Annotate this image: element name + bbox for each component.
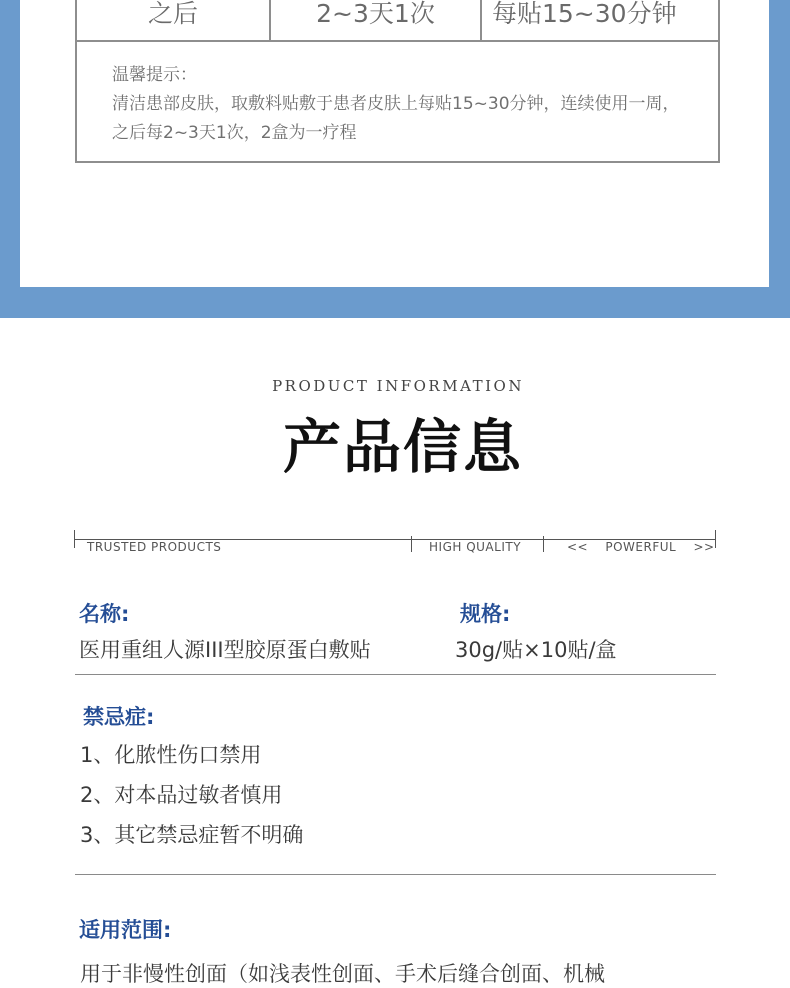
ruler-tick bbox=[411, 536, 412, 552]
divider bbox=[75, 674, 716, 675]
usage-cell-frequency: 2~3天1次 bbox=[271, 0, 482, 40]
scope-text: 用于非慢性创面（如浅表性创面、手术后缝合创面、机械 bbox=[80, 962, 605, 986]
scope-label: 适用范围: bbox=[79, 918, 172, 942]
ruler-tick bbox=[543, 536, 544, 552]
contraindication-item: 2、对本品过敏者慎用 bbox=[80, 783, 283, 807]
spec-value: 30g/贴×10贴/盒 bbox=[455, 638, 617, 662]
usage-table bbox=[75, 0, 720, 163]
ruler-tick bbox=[74, 530, 75, 548]
usage-card bbox=[20, 0, 769, 287]
name-label: 名称: bbox=[79, 602, 130, 626]
usage-row bbox=[77, 0, 718, 42]
tip-title: 温馨提示： bbox=[112, 65, 197, 85]
usage-cell-period: 之后 bbox=[77, 0, 271, 40]
spec-label: 规格: bbox=[460, 602, 511, 626]
ruler-tick bbox=[715, 530, 716, 548]
contraindication-label: 禁忌症: bbox=[83, 705, 155, 729]
section-heading-cn: 产品信息 bbox=[282, 413, 523, 481]
divider bbox=[75, 874, 716, 875]
ruler-label-trusted: TRUSTED PRODUCTS bbox=[87, 540, 222, 554]
contraindication-item: 1、化脓性伤口禁用 bbox=[80, 743, 262, 767]
tip-text: 清洁患部皮肤，取敷料贴敷于患者皮肤上每贴15~30分钟，连续使用一周，之后每2~3天1次，2盒为一疗程 bbox=[112, 94, 680, 143]
ruler-label-quality: HIGH QUALITY bbox=[429, 540, 522, 554]
ruler-label-powerful: << POWERFUL >> bbox=[567, 540, 715, 554]
contraindication-item: 3、其它禁忌症暂不明确 bbox=[80, 823, 304, 847]
usage-cell-duration: 每贴15~30分钟 bbox=[492, 0, 677, 28]
section-heading-en: PRODUCT INFORMATION bbox=[272, 377, 524, 395]
name-value: 医用重组人源III型胶原蛋白敷贴 bbox=[79, 638, 371, 662]
